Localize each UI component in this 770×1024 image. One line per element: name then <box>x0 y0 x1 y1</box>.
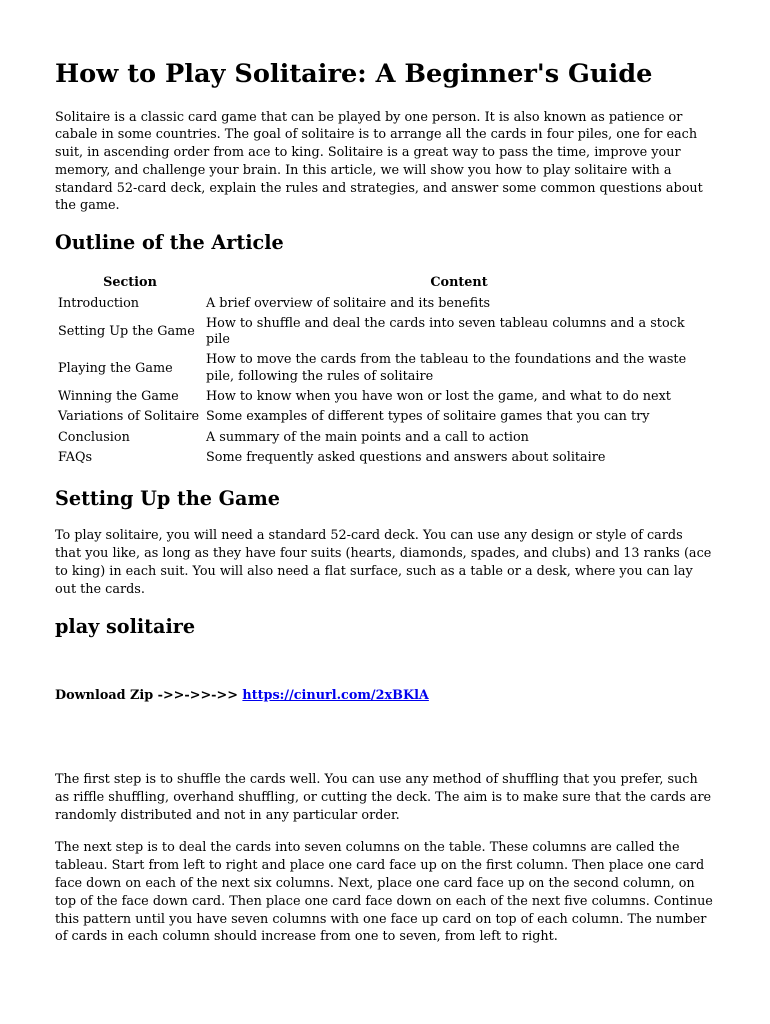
section-cell: FAQs <box>58 449 93 465</box>
outline-table <box>55 272 715 469</box>
download-label: Download Zip ->>->>->> <box>55 688 238 704</box>
paragraph-line: to king) in each suit. You will also need a flat surface, such as a table or a desk, where you can lay <box>55 564 693 580</box>
table-row <box>57 351 713 386</box>
content-cell <box>205 315 713 350</box>
play-solitaire-heading: play solitaire <box>55 615 196 638</box>
paragraph-line: the game. <box>55 198 120 214</box>
deal-paragraph <box>55 839 717 946</box>
cell-line: Some examples of different types of solitaire games that you can try <box>206 409 650 425</box>
cell-line: pile, following the rules of solitaire <box>206 368 434 384</box>
table-row <box>57 429 713 447</box>
cell-line: How to shuffle and deal the cards into seven tableau columns and a stock <box>206 315 685 331</box>
download-line <box>55 687 717 705</box>
content-cell <box>205 295 713 313</box>
table-header-row <box>57 274 713 292</box>
intro-paragraph <box>55 109 717 216</box>
cell-line: Some frequently asked questions and answers about solitaire <box>206 449 606 465</box>
cell-line: A brief overview of solitaire and its benefits <box>206 295 491 311</box>
setting-up-heading: Setting Up the Game <box>55 487 280 511</box>
content-cell <box>205 388 713 406</box>
download-link[interactable]: https://cinurl.com/2xBKlA <box>242 688 429 704</box>
paragraph-line: suit, in ascending order from ace to king. Solitaire is a great way to pass the time, improve your <box>55 145 681 161</box>
cell-line: How to move the cards from the tableau to the foundations and the waste <box>206 352 687 368</box>
content-cell <box>205 429 713 447</box>
paragraph-line: of cards in each column should increase from one to seven, from left to right. <box>55 929 558 945</box>
paragraph-line: To play solitaire, you will need a standard 52-card deck. You can use any design or style of cards <box>55 528 683 544</box>
document-body <box>55 0 717 946</box>
section-cell: Winning the Game <box>58 389 179 405</box>
table-row <box>57 295 713 313</box>
paragraph-line: this pattern until you have seven columns with one face up card on top of each column. The number <box>55 911 707 927</box>
paragraph-line: standard 52-card deck, explain the rules and strategies, and answer some common questions about <box>55 180 703 196</box>
paragraph-line: tableau. Start from left to right and place one card face up on the first column. Then place one card <box>55 858 705 874</box>
paragraph-line: memory, and challenge your brain. In this article, we will show you how to play solitaire with a <box>55 162 672 178</box>
paragraph-line: as riffle shuffling, overhand shuffling, or cutting the deck. The aim is to make sure that the cards are <box>55 790 712 806</box>
table-row <box>57 315 713 350</box>
paragraph-line: The first step is to shuffle the cards well. You can use any method of shuffling that you prefer, such <box>55 772 698 788</box>
content-cell <box>205 351 713 386</box>
table-header-content: Content <box>430 275 488 291</box>
paragraph-line: randomly distributed and not in any particular order. <box>55 807 400 823</box>
section-cell: Setting Up the Game <box>58 324 195 339</box>
cell-line: A summary of the main points and a call to action <box>206 429 529 445</box>
table-header-section: Section <box>103 275 157 291</box>
paragraph-line: that you like, as long as they have four suits (hearts, diamonds, spades, and clubs) and 13 ranks (ace <box>55 546 712 562</box>
content-cell <box>205 449 713 467</box>
paragraph-line: out the cards. <box>55 581 145 597</box>
section-cell: Variations of Solitaire <box>58 409 200 425</box>
paragraph-line: cabale in some countries. The goal of solitaire is to arrange all the cards in four piles, one for each <box>55 127 698 143</box>
paragraph-line: face down on each of the next six columns. Next, place one card face up on the second column, on <box>55 875 695 891</box>
table-row <box>57 408 713 426</box>
table-row <box>57 388 713 406</box>
table-row <box>57 449 713 467</box>
paragraph-line: Solitaire is a classic card game that can be played by one person. It is also known as patience or <box>55 109 683 125</box>
paragraph-line: top of the face down card. Then place one card face down on each of the next five columns. Continue <box>55 893 713 909</box>
setting-up-paragraph <box>55 527 717 598</box>
cell-line: pile <box>206 332 230 348</box>
shuffle-paragraph <box>55 771 717 824</box>
outline-heading: Outline of the Article <box>55 231 284 255</box>
content-cell <box>205 408 713 426</box>
cell-line: How to know when you have won or lost the game, and what to do next <box>206 389 671 405</box>
section-cell: Introduction <box>58 295 140 311</box>
section-cell: Playing the Game <box>58 360 173 376</box>
section-cell: Conclusion <box>58 429 130 445</box>
page-title: How to Play Solitaire: A Beginner's Guide <box>55 59 653 89</box>
paragraph-line: The next step is to deal the cards into seven columns on the table. These columns are called the <box>55 840 680 856</box>
